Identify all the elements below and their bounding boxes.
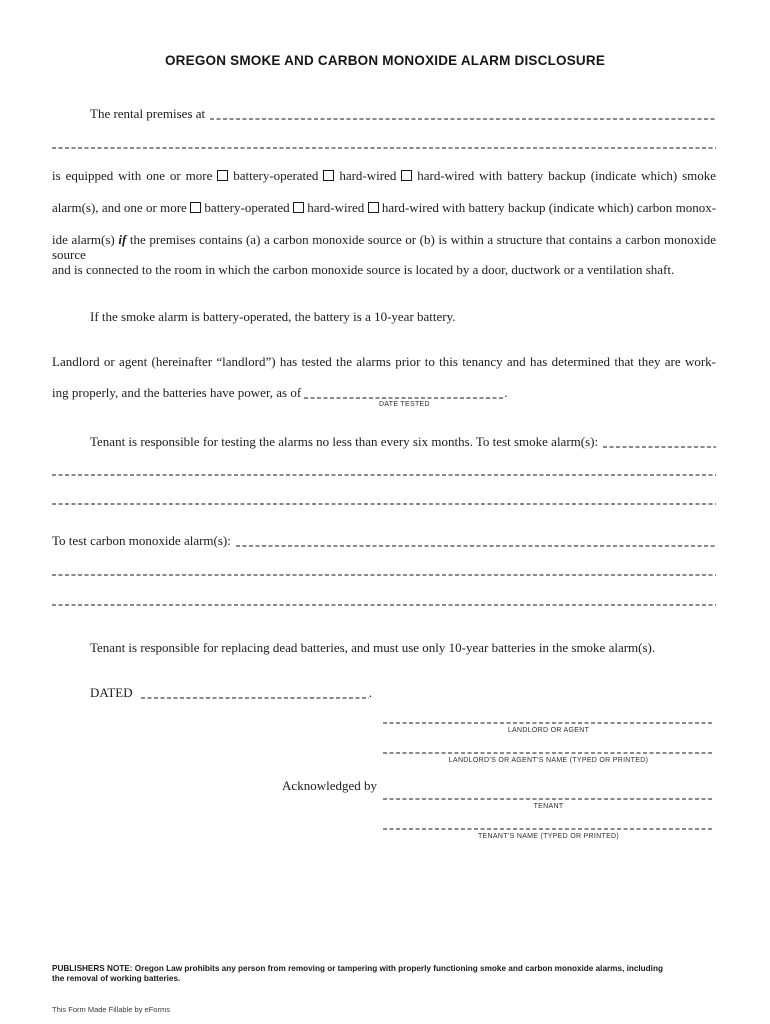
page-footer bbox=[52, 964, 720, 1017]
co-test-row bbox=[52, 533, 716, 548]
tenant-signature-label: TENANT bbox=[533, 803, 564, 810]
co-test-blank-line-2[interactable] bbox=[52, 574, 716, 576]
equipped-line-3-post: the premises contains (a) a carbon monoxide source or (b) is within a structure that contains a carbon monoxide source bbox=[52, 232, 717, 262]
date-tested-label: DATE TESTED bbox=[378, 401, 430, 408]
landlord-signature-line[interactable] bbox=[383, 722, 714, 724]
smoke-hard-wired-label: hard-wired bbox=[339, 168, 397, 183]
publishers-note-line-2: the removal of working batteries. bbox=[52, 974, 181, 983]
dated-row bbox=[90, 685, 372, 700]
equipped-line-4: and is connected to the room in which the carbon monoxide source is located by a door, ductwork or a ventilation shaft. bbox=[52, 262, 675, 277]
co-test-blank-line-1[interactable] bbox=[236, 545, 716, 547]
smoke-test-blank-line-2[interactable] bbox=[52, 474, 716, 476]
premises-row bbox=[52, 106, 716, 121]
co-hard-wired-checkbox[interactable] bbox=[293, 202, 304, 213]
date-tested-field[interactable] bbox=[304, 397, 504, 408]
smoke-battery-operated-checkbox[interactable] bbox=[217, 170, 228, 181]
replace-note-text: Tenant is responsible for replacing dead batteries, and must use only 10-year batteries in the smoke alarm(s). bbox=[90, 640, 656, 655]
tenant-signature-line[interactable] bbox=[383, 798, 714, 800]
smoke-hard-wired-checkbox[interactable] bbox=[323, 170, 334, 181]
equipped-line-2-pre: alarm(s), and one or more bbox=[52, 200, 187, 215]
landlord-tested-line-1: Landlord or agent (hereinafter “landlord”) has tested the alarms prior to this tenancy and has determined that they are work- bbox=[52, 354, 716, 369]
landlord-tested-period: . bbox=[504, 385, 508, 400]
landlord-tested-line-2 bbox=[52, 385, 508, 408]
form-title: OREGON SMOKE AND CARBON MONOXIDE ALARM DISCLOSURE bbox=[164, 53, 606, 68]
smoke-test-blank-line-3[interactable] bbox=[52, 503, 716, 505]
smoke-hard-wired-backup-label: hard-wired with battery backup (indicate which) smoke bbox=[417, 168, 717, 183]
battery-note-text: If the smoke alarm is battery-operated, the battery is a 10-year battery. bbox=[90, 309, 456, 324]
landlord-signature-label: LANDLORD OR AGENT bbox=[507, 727, 590, 734]
if-emphasis-text: if bbox=[118, 232, 127, 247]
signature-block bbox=[282, 712, 714, 852]
equipped-line-3-pre: ide alarm(s) bbox=[52, 232, 115, 247]
co-test-blank-line-3[interactable] bbox=[52, 604, 716, 606]
dated-label: DATED bbox=[90, 685, 133, 700]
co-battery-operated-label: battery-operated bbox=[204, 200, 290, 215]
smoke-test-row bbox=[52, 434, 716, 449]
dated-period: . bbox=[368, 685, 373, 700]
smoke-test-blank-line-1[interactable] bbox=[603, 446, 716, 448]
dated-field[interactable] bbox=[141, 697, 369, 699]
publishers-note-line-1: PUBLISHERS NOTE: Oregon Law prohibits any person from removing or tampering with properly functioning smoke and carbon monoxide alarms, including bbox=[52, 964, 663, 973]
smoke-battery-operated-label: battery-operated bbox=[233, 168, 319, 183]
equipped-line-1 bbox=[52, 168, 716, 183]
tenant-name-label: TENANT’S NAME (TYPED OR PRINTED) bbox=[477, 833, 620, 840]
co-hard-wired-backup-checkbox[interactable] bbox=[368, 202, 379, 213]
co-battery-operated-checkbox[interactable] bbox=[190, 202, 201, 213]
acknowledged-by-text: Acknowledged by bbox=[282, 778, 377, 793]
premises-lead-text: The rental premises at bbox=[90, 106, 206, 121]
co-test-lead-text: To test carbon monoxide alarm(s): bbox=[52, 533, 231, 548]
landlord-name-line[interactable] bbox=[383, 752, 714, 754]
co-hard-wired-backup-label: hard-wired with battery backup (indicate which) carbon monox- bbox=[381, 200, 717, 215]
landlord-name-label: LANDLORD’S OR AGENT’S NAME (TYPED OR PRINTED) bbox=[448, 757, 649, 764]
smoke-hard-wired-backup-checkbox[interactable] bbox=[401, 170, 412, 181]
equipped-line-2 bbox=[52, 200, 716, 215]
premises-blank-line-2[interactable] bbox=[52, 147, 716, 149]
smoke-test-lead-text: Tenant is responsible for testing the alarms no less than every six months. To test smoke alarm(s): bbox=[90, 434, 599, 449]
tenant-name-line[interactable] bbox=[383, 828, 714, 830]
premises-blank-line-1[interactable] bbox=[210, 118, 716, 120]
fillable-credit-text: This Form Made Fillable by eForms bbox=[52, 1005, 170, 1014]
co-hard-wired-label: hard-wired bbox=[307, 200, 365, 215]
equipped-line-1-pre: is equipped with one or more bbox=[52, 168, 213, 183]
equipped-line-3 bbox=[52, 232, 716, 262]
landlord-tested-line-2-text: ing properly, and the batteries have power, as of bbox=[52, 385, 302, 400]
